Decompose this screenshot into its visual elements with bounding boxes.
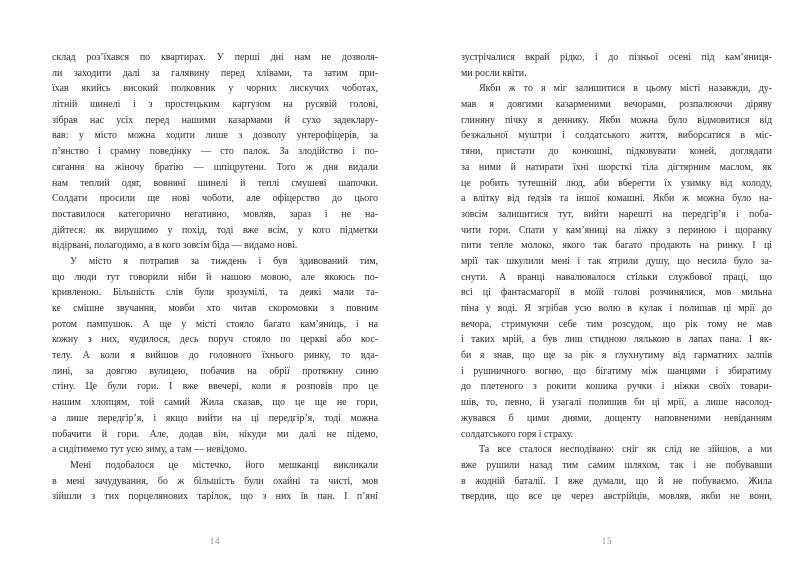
text-line: ли заходити далі за галявину перед хлівами, та затим при- xyxy=(52,67,378,79)
text-line: У місто я потрапив за тиждень і був здивований тим, xyxy=(70,255,378,267)
text-line: поставилося категорично негативно, мовляв, зараз і не на- xyxy=(52,208,378,220)
text-line: побачити й гори. Але, додав він, нікуди ми далі не підемо, xyxy=(52,428,378,440)
text-line: мрії так шкулили мені і так ятрили душу, що несила було за- xyxy=(461,255,772,267)
text-line: кривленою. Більшість слів були зрозумілі, та деякі мали та- xyxy=(52,287,378,299)
text-line: солдатського горя і страху. xyxy=(461,428,574,440)
text-line: тяни, пристати до конюшні, підковувати коней, доглядати xyxy=(461,146,772,158)
page-left-text xyxy=(52,50,378,505)
text-line: Солдати просили ще нові чоботи, але офіцерство до цього xyxy=(52,193,378,205)
text-line: вав: у місто можна ходити лише з дозволу унтерофіцерів, за xyxy=(52,130,378,142)
text-line: всі ці фантасмагорії в моїй голові розчинялися, мов мильна xyxy=(461,287,772,299)
text-line: до плетеного з рокити кошика ручки і ніжки своїх товари- xyxy=(461,381,772,393)
text-line: і рушничного вогню, що бігатиму між шанцями і збиратиму xyxy=(461,365,772,377)
page-right-number: 15 xyxy=(601,536,613,546)
text-line: за ними й натирати їхні шорсткі тіла дігтярним маслом, як xyxy=(461,161,772,173)
text-line: твердив, що все це через австрійців, мовляв, якби не вони, xyxy=(461,491,772,503)
text-line: вечора, стримуючи себе тим розсудом, що рік тому не мав xyxy=(461,318,772,330)
text-line: телу. А коли я вийшов до головного їхнього ринку, то вда- xyxy=(52,350,378,362)
text-line: лині, за довгою вулицею, побачив на обрії протяжну синю xyxy=(52,365,378,377)
text-line: п’янство і срамну поведінку — сто палок. За злодійство і по- xyxy=(52,146,378,158)
text-line: що люди тут говорили ніби й нашою мовою, але якоюсь по- xyxy=(52,271,378,283)
text-line: їхав якийсь високий полковник у чорних лискучих чоботах, xyxy=(52,83,378,95)
page-right-text xyxy=(461,50,772,505)
text-line: дійтеся: як вирушимо у похід, тоді вже всім, у кого підметки xyxy=(52,224,378,236)
text-line: безжальної муштри і солдатського життя, виборсатися в міс- xyxy=(461,130,772,142)
text-line: би я знав, що ще за рік я глухнутиму від гарматних залпів xyxy=(461,350,772,362)
text-line: глиняну пічку в деннику. Якби можна було відмовитися від xyxy=(461,114,772,126)
text-line: а влітку від ґедзів та іншої комашні. Якби ж можна було на- xyxy=(461,193,772,205)
text-line: жувався б цими днями, дощенту наповненими невіданням xyxy=(461,412,772,424)
text-line: мав я довгими казарменими вечорами, розпалюючи діряву xyxy=(461,99,772,111)
text-line: літній шинелі і з простецьким картузом на русявій голові, xyxy=(52,99,378,111)
text-line: в жодній баталії. І вже думали, що й не побуваємо. Жила xyxy=(461,475,772,487)
text-line: снути. А вранці навалювалося стільки службової праці, що xyxy=(461,271,772,283)
text-line: піна у воді. Я згрібав усю волю в кулак і полишав ці мрії до xyxy=(461,303,772,314)
text-line: відірвані, полагодимо, а в кого зовсім біда — видамо нові. xyxy=(52,240,298,252)
text-line: ке смішне звучання, мовби хто читав скоромовки з повним xyxy=(52,303,378,314)
text-line: нам теплий одяг, вовняні шинелі й теплі смушеві шапочки. xyxy=(52,177,378,189)
text-line: Мені подобалося це містечко, його мешканці викликали xyxy=(70,459,378,471)
text-line: і таких мрій, а був лиш стидною лялькою в лапах пана. І як- xyxy=(461,334,772,346)
text-line: пити тепле молоко, якого так багато продають на ринку. І ці xyxy=(461,240,772,252)
text-line: нашим хлопцям, той самий Жила сказав, що це ще не гори, xyxy=(52,397,378,409)
text-line: вже рушили назад тим самим шляхом, так і не побувавши xyxy=(461,459,772,471)
text-line: ми росли квіти. xyxy=(461,67,527,79)
text-line: а лише передгір’я, і якщо вийти на ці передгір’я, тоді можна xyxy=(52,412,378,424)
text-line: Та все сталося несподівано: сніг як слід не зійшов, а ми xyxy=(479,444,772,456)
text-line: склад роз’їхався по квартирах. У перші дні нам не дозволя- xyxy=(52,52,378,63)
page-left-number: 14 xyxy=(209,536,221,546)
text-line: кожну з них, чудилося, десь поруч стояло по церкві або кос- xyxy=(52,334,378,346)
text-line: в мені зачудування, бо ж більшість були охайні та чисті, мов xyxy=(52,475,378,487)
text-line: а сидітимемо тут усю зиму, а там — невідомо. xyxy=(52,444,248,456)
text-line: чити гори. Спати у кам’яниці на ліжку з периною і щоранку xyxy=(461,224,772,236)
text-line: це робить тутешній люд, аби вберегти їх узимку від холоду, xyxy=(461,177,772,189)
text-line: зійшли з тих порцелянових тарілок, що з них їв пан. І п’яні xyxy=(52,491,378,503)
text-line: зовсім залишитися тут, вийти нарешті на передгір’я і поба- xyxy=(461,208,772,220)
text-line: сягання на жіночу братію — шпіцрутени. Того ж дня видали xyxy=(52,161,378,173)
text-line: шів, то, певно, й узагалі полишив би ці мрії, а лише насолод- xyxy=(461,397,772,409)
text-line: зустрічалися вкрай рідко, і до пізньої осені під кам’яниця- xyxy=(461,52,772,63)
text-line: Якби ж то я міг залишитися в цьому місті назавжди, ду- xyxy=(479,83,772,95)
text-line: ротом пампушок. А ще у місті стояло багато кам’яниць, і на xyxy=(52,318,378,330)
text-line: стіну. Це були гори. І вже ввечері, коли я розповів про це xyxy=(52,381,378,393)
text-line: зібрав нас усіх перед нашими казармами й сухо задеклару- xyxy=(52,114,378,126)
